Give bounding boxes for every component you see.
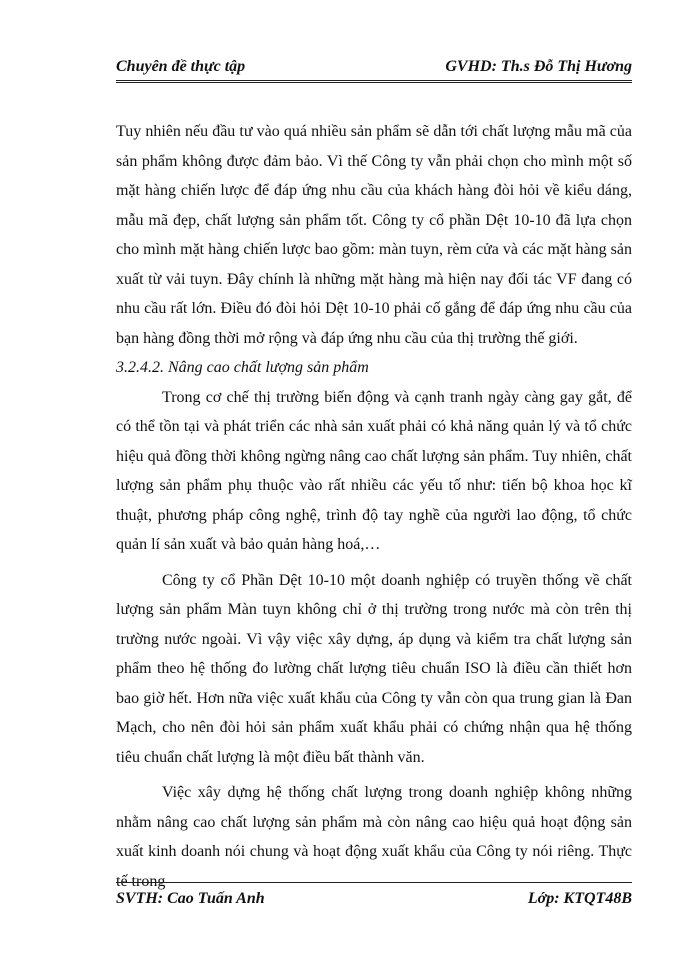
paragraph-4: Việc xây dựng hệ thống chất lượng trong doanh nghiệp không những nhằm nâng cao chất lượng sản phẩm mà còn nâng cao hiệu quả hoạt động sản xuất kinh doanh nói chung và hoạt động xuất khẩu của Công ty nói riêng. Thực tế trong [116,784,632,890]
section-heading: 3.2.4.2. Nâng cao chất lượng sản phẩm [116,359,369,376]
paragraph-2: Trong cơ chế thị trường biến động và cạnh tranh ngày càng gay gắt, để có thể tồn tại và phát triển các nhà sản xuất phải có khả năng quản lý và tổ chức hiệu quả đồng thời không ngừng nâng cao chất lượng sản phẩm. Tuy nhiên, chất lượng sản phẩm phụ thuộc vào rất nhiều các yếu tố như: tiến bộ khoa học kĩ thuật, phương pháp công nghệ, trình độ tay nghề của người lao động, tổ chức quản lí sản xuất và bảo quản hàng hoá,… [116,388,632,553]
footer-class: Lớp: KTQT48B [527,890,632,907]
page-header [116,52,632,83]
page-footer [116,882,632,913]
paragraph-3: Công ty cổ Phần Dệt 10-10 một doanh nghiệp có truyền thống về chất lượng sản phẩm Màn tuyn không chỉ ở thị trường trong nước mà còn trên thị trường nước ngoài. Vì vậy việc xây dựng, áp dụng và kiểm tra chất lượng sản phẩm theo hệ thống đo lường chất lượng tiêu chuẩn ISO là điều cần thiết hơn bao giờ hết. Hơn nữa việc xuất khẩu của Công ty vẫn còn qua trung gian là Đan Mạch, cho nên đòi hỏi sản phẩm xuất khẩu phải có chứng nhận qua hệ thống tiêu chuẩn chất lượng là một điều bất thành văn. [116,571,632,766]
paragraph-1: Tuy nhiên nếu đầu tư vào quá nhiều sản phẩm sẽ dẫn tới chất lượng mẫu mã của sản phẩm không được đảm bảo. Vì thế Công ty vẫn phải chọn cho mình một số mặt hàng chiến lược để đáp ứng nhu cầu của khách hàng đòi hỏi về kiểu dáng, mẫu mã đẹp, chất lượng sản phẩm tốt. Công ty cổ phần Dệt 10-10 đã lựa chọn cho mình mặt hàng chiến lược bao gồm: màn tuyn, rèm cửa và các mặt hàng sản xuất từ vải tuyn. Đây chính là những mặt hàng mà hiện nay đối tác VF đang có nhu cầu rất lớn. Điều đó đòi hỏi Dệt 10-10 phải cố gắng để đáp ứng nhu cầu của bạn hàng đồng thời mở rộng và đáp ứng nhu cầu của thị trường thế giới. [116,123,632,347]
header-advisor: GVHD: Th.s Đỗ Thị Hương [445,58,632,75]
document-body [116,117,632,896]
header-title: Chuyên đề thực tập [116,58,246,75]
footer-student: SVTH: Cao Tuấn Anh [116,890,265,907]
